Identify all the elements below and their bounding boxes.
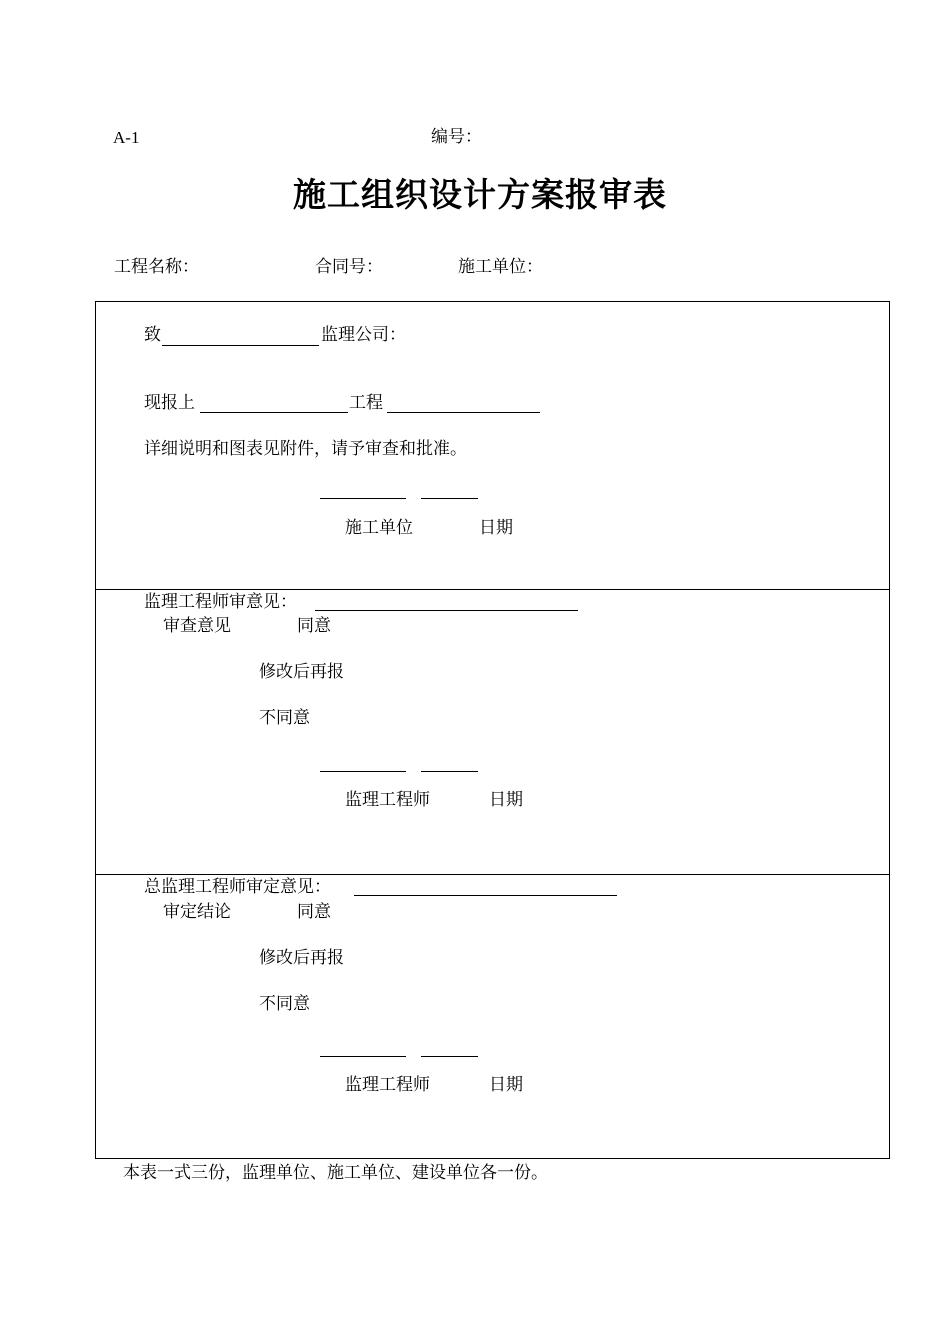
option-revise-resubmit[interactable]: 修改后再报 bbox=[259, 662, 344, 682]
report-prefix: 现报上 bbox=[144, 393, 195, 413]
chief-option-agree[interactable]: 同意 bbox=[297, 902, 331, 922]
chief-opinion-blank[interactable] bbox=[354, 895, 617, 896]
project-name-label: 工程名称： bbox=[114, 257, 199, 277]
supervision-company-blank[interactable] bbox=[162, 345, 319, 346]
date-blank[interactable] bbox=[421, 498, 478, 499]
form-table bbox=[95, 301, 890, 1159]
construction-unit-label: 施工单位： bbox=[458, 257, 543, 277]
review-label: 审查意见 bbox=[163, 616, 231, 636]
chief-date-blank[interactable] bbox=[421, 1056, 478, 1057]
conclusion-label: 审定结论 bbox=[163, 902, 231, 922]
signature-blank[interactable] bbox=[320, 498, 406, 499]
chief-signature-blank[interactable] bbox=[320, 1056, 406, 1057]
to-prefix: 致 bbox=[144, 325, 161, 345]
chief-signature-label: 监理工程师 bbox=[345, 1075, 430, 1095]
section-divider bbox=[96, 874, 890, 875]
engineer-date-blank[interactable] bbox=[421, 771, 478, 772]
contract-number-label: 合同号： bbox=[315, 257, 383, 277]
engineer-opinion-blank[interactable] bbox=[315, 610, 578, 611]
report-blank-1[interactable] bbox=[200, 412, 348, 413]
signature-date-label: 日期 bbox=[479, 518, 513, 538]
form-code: A-1 bbox=[113, 128, 140, 147]
submission-description: 详细说明和图表见附件，请予审查和批准。 bbox=[144, 439, 467, 459]
chief-option-revise-resubmit[interactable]: 修改后再报 bbox=[259, 948, 344, 968]
serial-number-label: 编号： bbox=[431, 127, 482, 147]
chief-date-label: 日期 bbox=[489, 1075, 523, 1095]
page-title: 施工组织设计方案报审表 bbox=[293, 175, 667, 214]
engineer-signature-blank[interactable] bbox=[320, 771, 406, 772]
report-middle: 工程 bbox=[349, 393, 383, 413]
option-disagree[interactable]: 不同意 bbox=[259, 708, 310, 728]
signature-unit-label: 施工单位 bbox=[345, 518, 413, 538]
chief-option-disagree[interactable]: 不同意 bbox=[259, 994, 310, 1014]
report-blank-2[interactable] bbox=[387, 412, 540, 413]
footer-note: 本表一式三份，监理单位、施工单位、建设单位各一份。 bbox=[123, 1163, 548, 1183]
chief-opinion-label: 总监理工程师审定意见： bbox=[144, 877, 331, 897]
engineer-signature-label: 监理工程师 bbox=[345, 790, 430, 810]
section-divider bbox=[96, 589, 890, 590]
engineer-date-label: 日期 bbox=[489, 790, 523, 810]
engineer-opinion-label: 监理工程师审意见： bbox=[144, 592, 297, 612]
option-agree[interactable]: 同意 bbox=[297, 616, 331, 636]
to-suffix: 监理公司： bbox=[321, 325, 406, 345]
